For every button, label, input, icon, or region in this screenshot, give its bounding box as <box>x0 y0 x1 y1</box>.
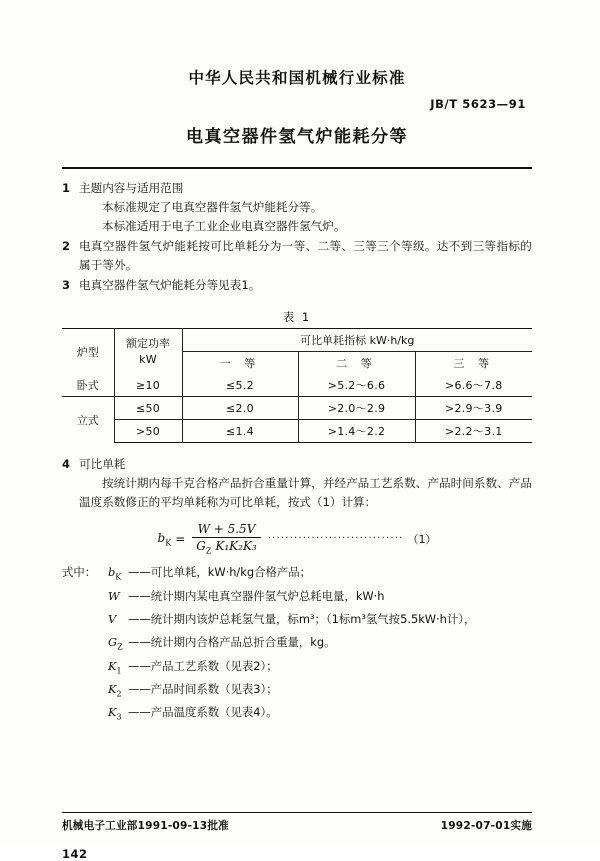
definition-item: $K_2$ ——产品时间系数（见表3）； <box>108 681 278 699</box>
formula-denominator: $G_Z$ K₁K₂K₃ <box>192 537 260 555</box>
row-2-grade-2: >2.0～2.9 <box>298 397 415 420</box>
header-rated-power-label: 额定功率 <box>126 336 170 350</box>
table-header-row-1 <box>62 329 532 352</box>
definition-item: $K_3$ ——产品温度系数（见表4）。 <box>108 705 278 722</box>
formula-leader-dots: ······························· <box>267 533 404 545</box>
header-divider <box>62 167 532 169</box>
table-row <box>62 397 532 420</box>
clause-4-number: 4 <box>62 457 70 471</box>
row-3-grade-3: >2.2～3.1 <box>415 420 532 443</box>
page-number: 142 <box>62 847 88 861</box>
formula-numerator: W + 5.5V <box>197 522 256 536</box>
clause-4 <box>62 455 532 512</box>
clause-3 <box>62 276 532 295</box>
row-1-grade-1: ≤5.2 <box>182 374 298 397</box>
clause-1-para-2: 本标准适用于电子工业企业电真空器件氢气炉。 <box>102 219 346 233</box>
footer <box>62 818 532 833</box>
clause-3-heading: 电真空器件氢气炉能耗分等见表1。 <box>79 278 261 292</box>
definition-item: $K_1$ ——产品工艺系数（见表2）； <box>108 658 278 675</box>
clause-4-para-1: 按统计期内每千克合格产品折合重量计算，并经产品工艺系数、产品时间系数、产品温度系数修正的平均单耗称为可比单耗，按式（1）计算： <box>79 476 532 509</box>
page-content <box>62 24 532 861</box>
row-1-power: ≥10 <box>114 374 182 397</box>
document-title: 电真空器件氢气炉能耗分等 <box>186 127 408 147</box>
row-2-furnace-type: 立式 <box>62 397 114 443</box>
clause-3-number: 3 <box>62 278 70 292</box>
clause-2-body <box>79 237 532 275</box>
header-rated-power <box>114 329 182 375</box>
row-3-power: >50 <box>114 420 182 443</box>
formula-equals: = <box>175 531 186 546</box>
definitions-block <box>62 563 532 726</box>
clause-4-heading: 可比单耗 <box>79 457 126 471</box>
header-rated-power-unit: kW <box>139 352 157 366</box>
row-1-furnace-type: 卧式 <box>62 374 114 397</box>
clause-2 <box>62 237 532 275</box>
clause-1-number: 1 <box>62 181 70 195</box>
issuing-organization: 中华人民共和国机械行业标准 <box>188 69 406 87</box>
clause-3-body <box>79 276 532 295</box>
row-3-grade-1: ≤1.4 <box>182 420 298 443</box>
row-2-grade-1: ≤2.0 <box>182 397 298 420</box>
formula-1 <box>62 522 532 555</box>
definition-item: W ——统计期内某电真空器件氢气炉总耗电量，kW·h <box>108 588 385 603</box>
footer-effective: 1992-07-01实施 <box>440 820 532 833</box>
table-row <box>62 374 532 397</box>
clause-1-para-1: 本标准规定了电真空器件氢气炉能耗分等。 <box>102 200 323 214</box>
definition-item: $G_Z$ ——统计期内合格产品总折合重量，kg。 <box>108 635 336 652</box>
row-1-grade-3: >6.6～7.8 <box>415 374 532 397</box>
row-1-grade-2: >5.2～6.6 <box>298 374 415 397</box>
clause-4-body <box>79 455 532 512</box>
formula-fraction <box>192 522 260 555</box>
definitions-lead: 式中： <box>62 565 97 580</box>
clause-1 <box>62 179 532 236</box>
header-index-span: 可比单耗指标 kW·h/kg <box>182 329 532 352</box>
table-row <box>62 420 532 443</box>
definition-item: V ——统计期内该炉总耗氢气量，标m³；（1标m³氢气按5.5kW·h计）， <box>108 611 476 626</box>
footer-approval: 机械电子工业部1991-09-13批准 <box>62 820 229 833</box>
footer-divider <box>62 812 532 813</box>
clause-2-number: 2 <box>62 239 70 253</box>
row-2-power: ≤50 <box>114 397 182 420</box>
clause-1-body <box>79 179 532 236</box>
spec-table <box>62 328 532 443</box>
row-2-grade-3: >2.9～3.9 <box>415 397 532 420</box>
clause-1-heading: 主题内容与适用范围 <box>79 181 184 195</box>
header-grade-2: 二 等 <box>298 352 415 375</box>
header-grade-3: 三 等 <box>415 352 532 375</box>
table-caption: 表 1 <box>282 310 312 324</box>
definitions-items <box>108 563 532 726</box>
formula-number: （1） <box>407 532 437 546</box>
header-grade-1: 一 等 <box>182 352 298 375</box>
row-3-grade-2: >1.4～2.2 <box>298 420 415 443</box>
standard-number: JB/T 5623—91 <box>430 97 526 111</box>
header-furnace-type: 炉型 <box>62 329 114 375</box>
clause-2-heading: 电真空器件氢气炉能耗按可比单耗分为一等、二等、三等三个等级。达不到三等指标的属于等外。 <box>79 239 532 272</box>
definition-item: $b_K$ ——可比单耗，kW·h/kg合格产品； <box>108 565 312 582</box>
formula-lhs: $b_K$ <box>157 530 172 547</box>
